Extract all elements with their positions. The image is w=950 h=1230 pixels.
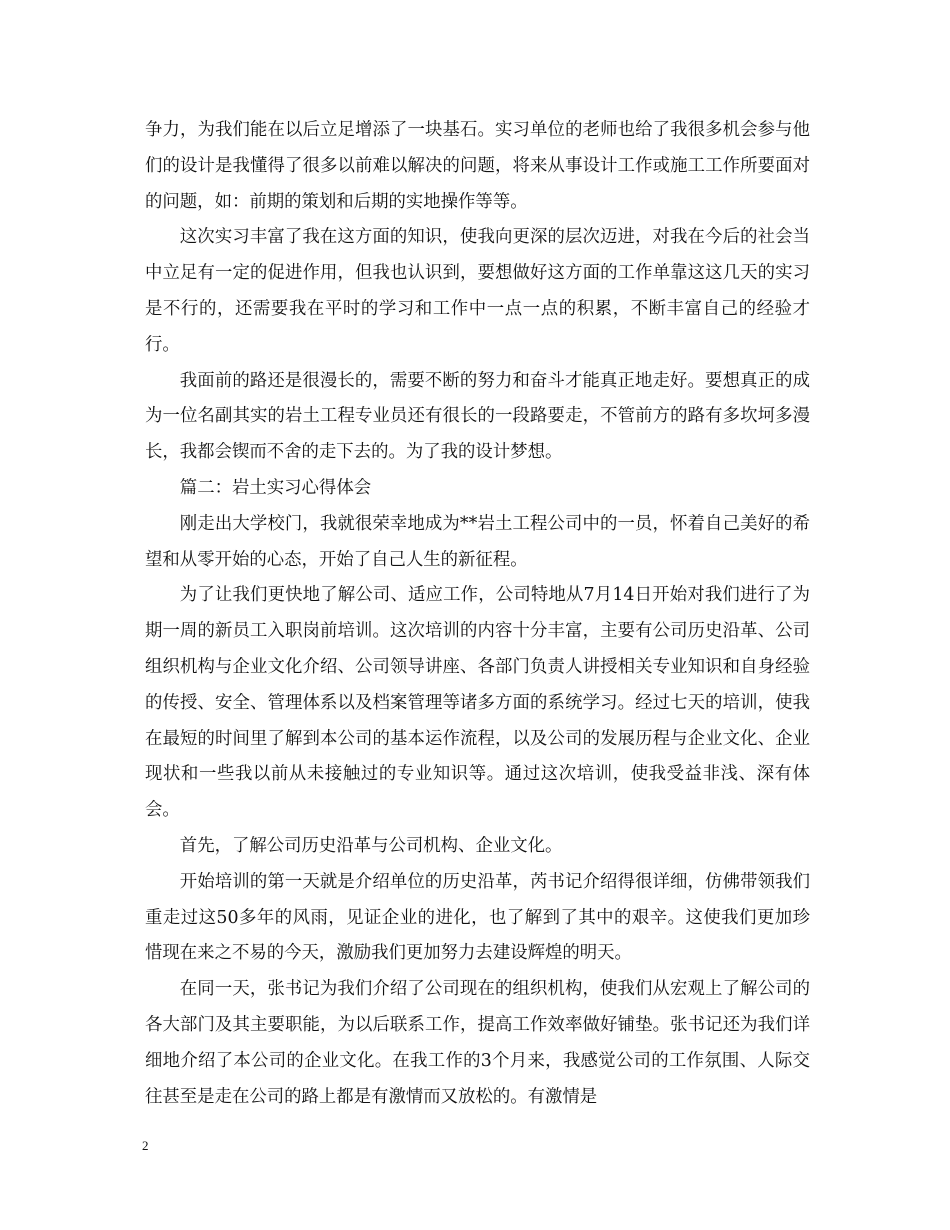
- paragraph-9: 在同一天，张书记为我们介绍了公司现在的组织机构，使我们从宏观上了解公司的各大部门及其主要职能，为以后联系工作，提高工作效率做好铺垫。张书记还为我们详细地介绍了本公司的企业文化。在我工作的3个月来，我感觉公司的工作氛围、人际交往甚至是走在公司的路上都是有激情而又放松的。有激情是: [145, 979, 810, 1107]
- paragraph-1: 争力，为我们能在以后立足增添了一块基石。实习单位的老师也给了我很多机会参与他们的设计是我懂得了很多以前难以解决的问题，将来从事设计工作或施工工作所要面对的问题，如：前期的策划和后期的实地操作等等。: [145, 120, 810, 212]
- paragraph-3: 我面前的路还是很漫长的，需要不断的努力和奋斗才能真正地走好。要想真正的成为一位名副其实的岩土工程专业员还有很长的一段路要走，不管前方的路有多坎坷多漫长，我都会锲而不舍的走下去的。为了我的设计梦想。: [145, 370, 810, 463]
- paragraph-7: 首先，了解公司历史沿革与公司机构、企业文化。: [179, 835, 563, 856]
- paragraph-2: 这次实习丰富了我在这方面的知识，使我向更深的层次迈进，对我在今后的社会当中立足有一定的促进作用，但我也认识到，要想做好这方面的工作单靠这这几天的实习是不行的，还需要我在平时的学习和工作中一点一点的积累，不断丰富自己的经验才行。: [145, 227, 810, 355]
- document-body: [145, 113, 810, 1115]
- section-heading: 篇二：岩土实习心得体会: [179, 477, 372, 498]
- paragraph-6: 为了让我们更快地了解公司、适应工作，公司特地从7月14日开始对我们进行了为期一周的新员工入职岗前培训。这次培训的内容十分丰富，主要有公司历史沿革、公司组织机构与企业文化介绍、公司领导讲座、各部门负责人讲授相关专业知识和自身经验的传授、安全、管理体系以及档案管理等诸多方面的系统学习。经过七天的培训，使我在最短的时间里了解到本公司的基本运作流程，以及公司的发展历程与企业文化、企业现状和一些我以前从未接触过的专业知识等。通过这次培训，使我受益非浅、深有体会。: [145, 585, 810, 821]
- page-number: 2: [142, 1138, 149, 1153]
- paragraph-5: 刚走出大学校门，我就很荣幸地成为**岩土工程公司中的一员，怀着自己美好的希望和从零开始的心态，开始了自己人生的新征程。: [145, 513, 810, 570]
- paragraph-8: 开始培训的第一天就是介绍单位的历史沿革，芮书记介绍得很详细，仿佛带领我们重走过这50多年的风雨，见证企业的进化，也了解到了其中的艰辛。这使我们更加珍惜现在来之不易的今天，激励我们更加努力去建设辉煌的明天。: [145, 871, 810, 964]
